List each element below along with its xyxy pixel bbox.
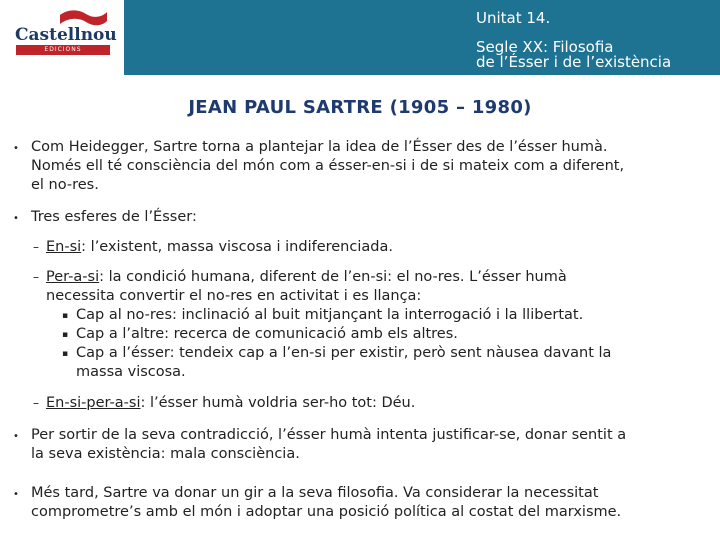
term: En-si [46, 239, 82, 255]
text-line: Només ell té consciència del món com a ésser-en-si i de si mateix com a diferent, [31, 158, 625, 174]
square-bullet-icon: ▪ [62, 349, 69, 359]
square-bullet-icon: ▪ [62, 311, 69, 321]
list-item-text: Tres esferes de l’Ésser: [31, 209, 197, 225]
text-line: el no-res. [31, 177, 99, 193]
text-line [46, 268, 696, 287]
subject-label [476, 40, 671, 70]
square-bullet-icon: ▪ [62, 330, 69, 340]
list-item-text [31, 138, 703, 195]
sub-sub-item-text [76, 344, 696, 382]
bullet-icon: • [13, 431, 19, 442]
dash-icon: – [33, 270, 39, 284]
list-item-text [31, 426, 703, 464]
sub-item-text [46, 268, 696, 306]
definition: : l’existent, massa viscosa i indiferenciada. [81, 239, 393, 255]
dash-icon: – [33, 240, 39, 254]
bullet-icon: • [13, 143, 19, 154]
subject-line: Segle XX: Filosofia [476, 38, 614, 56]
text-line: comprometre’s amb el món i adoptar una posició política al costat del marxisme. [31, 504, 622, 520]
sub-sub-item-text: Cap a l’altre: recerca de comunicació amb els altres. [76, 326, 458, 342]
list-item-text [31, 484, 703, 522]
text-line: Per sortir de la seva contradicció, l’ésser humà intenta justificar-se, donar sentit a [31, 427, 627, 443]
unit-label: Unitat 14. [476, 9, 551, 27]
header-band [0, 0, 720, 75]
term: Per-a-si [46, 269, 100, 285]
logo-subtitle: EDICIONS [16, 45, 110, 55]
definition: : l’ésser humà voldria ser-ho tot: Déu. [140, 395, 416, 411]
text-line: Cap a l’ésser: tendeix cap a l’en-si per existir, però sent nàusea davant la [76, 345, 612, 361]
publisher-logo [0, 0, 124, 75]
term: En-si-per-a-si [46, 395, 141, 411]
text-line [46, 394, 696, 413]
text-line: massa viscosa. [76, 364, 186, 380]
dash-icon: – [33, 396, 39, 410]
text-line: Com Heidegger, Sartre torna a plantejar la idea de l’Ésser des de l’ésser humà. [31, 139, 608, 155]
bullet-icon: • [13, 213, 19, 224]
definition: : la condició humana, diferent de l’en-si: el no-res. L’ésser humà [99, 269, 567, 285]
sub-sub-item-text: Cap al no-res: inclinació al buit mitjançant la interrogació i la llibertat. [76, 307, 584, 323]
page-title: JEAN PAUL SARTRE (1905 – 1980) [188, 97, 532, 118]
sub-item-text [46, 394, 696, 413]
text-line: la seva existència: mala consciència. [31, 446, 300, 462]
bullet-icon: • [13, 489, 19, 500]
logo-text: Castellnou [15, 25, 117, 45]
sub-item-text [46, 238, 696, 257]
text-line: Més tard, Sartre va donar un gir a la seva filosofia. Va considerar la necessitat [31, 485, 599, 501]
text-line [46, 238, 696, 257]
subject-line: de l’Ésser i de l’existència [476, 53, 672, 71]
text-line: necessita convertir el no-res en activitat i es llança: [46, 288, 422, 304]
